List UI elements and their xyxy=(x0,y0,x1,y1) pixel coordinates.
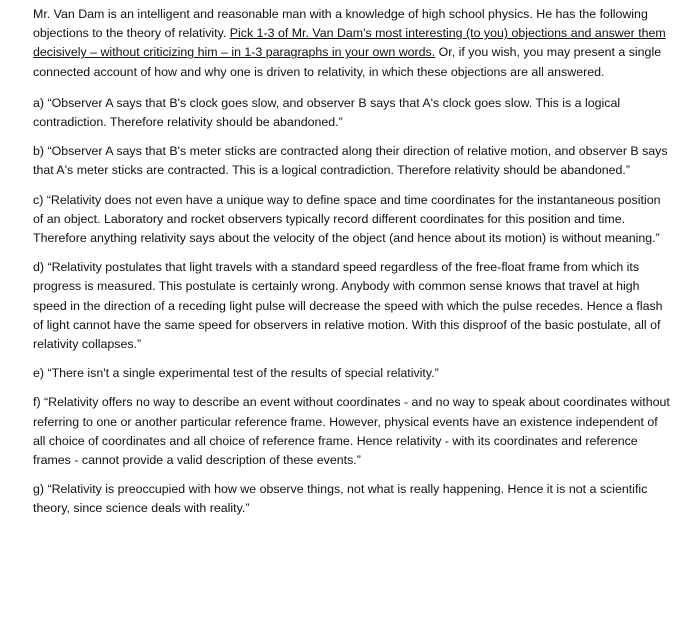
objection-b: b) “Observer A says that B's meter sticks are contracted along their direction of relative motion, and observer B says that A's meter sticks are contracted. This is a logical contradiction. Therefore relativity should be abandoned.” xyxy=(33,144,668,178)
objection-a: a) “Observer A says that B's clock goes slow, and observer B says that A's clock goes slow. This is a logical contradiction. Therefore relativity should be abandoned.” xyxy=(33,95,621,130)
intro-text-continued: Or, if you wish, you may present a single connected account of how and why one is driven to relativity, in which these objections are all answered. xyxy=(33,45,662,79)
objection-c: c) “Relativity does not even have a unique way to define space and time coordinates for the instantaneous position of an object. Laboratory and rocket observers typically record different coordinates for this position and time. Therefore anything relativity says about the velocity of the object (and hence about its motion) is without meaning.” xyxy=(33,192,661,246)
objection-g: g) “Relativity is preoccupied with how we observe things, not what is really happening. Hence it is not a scientific theory, since science deals with reality.” xyxy=(33,482,648,516)
objection-f: f) “Relativity offers no way to describe an event without coordinates - and no way to speak about coordinates without referring to one or another particular reference frame. However, physical events have an existence independent of all choice of coordinates and all choice of reference frame. Hence relativity - with its coordinates and reference frames - cannot provide a valid description of these events.” xyxy=(33,395,670,468)
objection-e: e) “There isn't a single experimental test of the results of special relativity.” xyxy=(33,366,439,381)
intro-text: Mr. Van Dam is an intelligent and reasonable man with a knowledge of high school physics. He has the following objections to the theory of relativity. xyxy=(33,7,648,41)
objection-d: d) “Relativity postulates that light travels with a standard speed regardless of the free-float frame from which its progress is measured. This postulate is certainly wrong. Anybody with common sense knows that travel at high speed in the direction of a receding light pulse will decrease the speed with which the pulse recedes. Hence a flash of light cannot have the same speed for observers in relative motion. With this disproof of the basic postulate, all of relativity collapses.” xyxy=(33,260,663,352)
intro-underlined-instruction: Pick 1-3 of Mr. Van Dam's most interesting (to you) objections and answer them decisively – without criticizing him – in 1-3 paragraphs in your own words. xyxy=(33,26,666,60)
intro-paragraph xyxy=(33,5,672,82)
